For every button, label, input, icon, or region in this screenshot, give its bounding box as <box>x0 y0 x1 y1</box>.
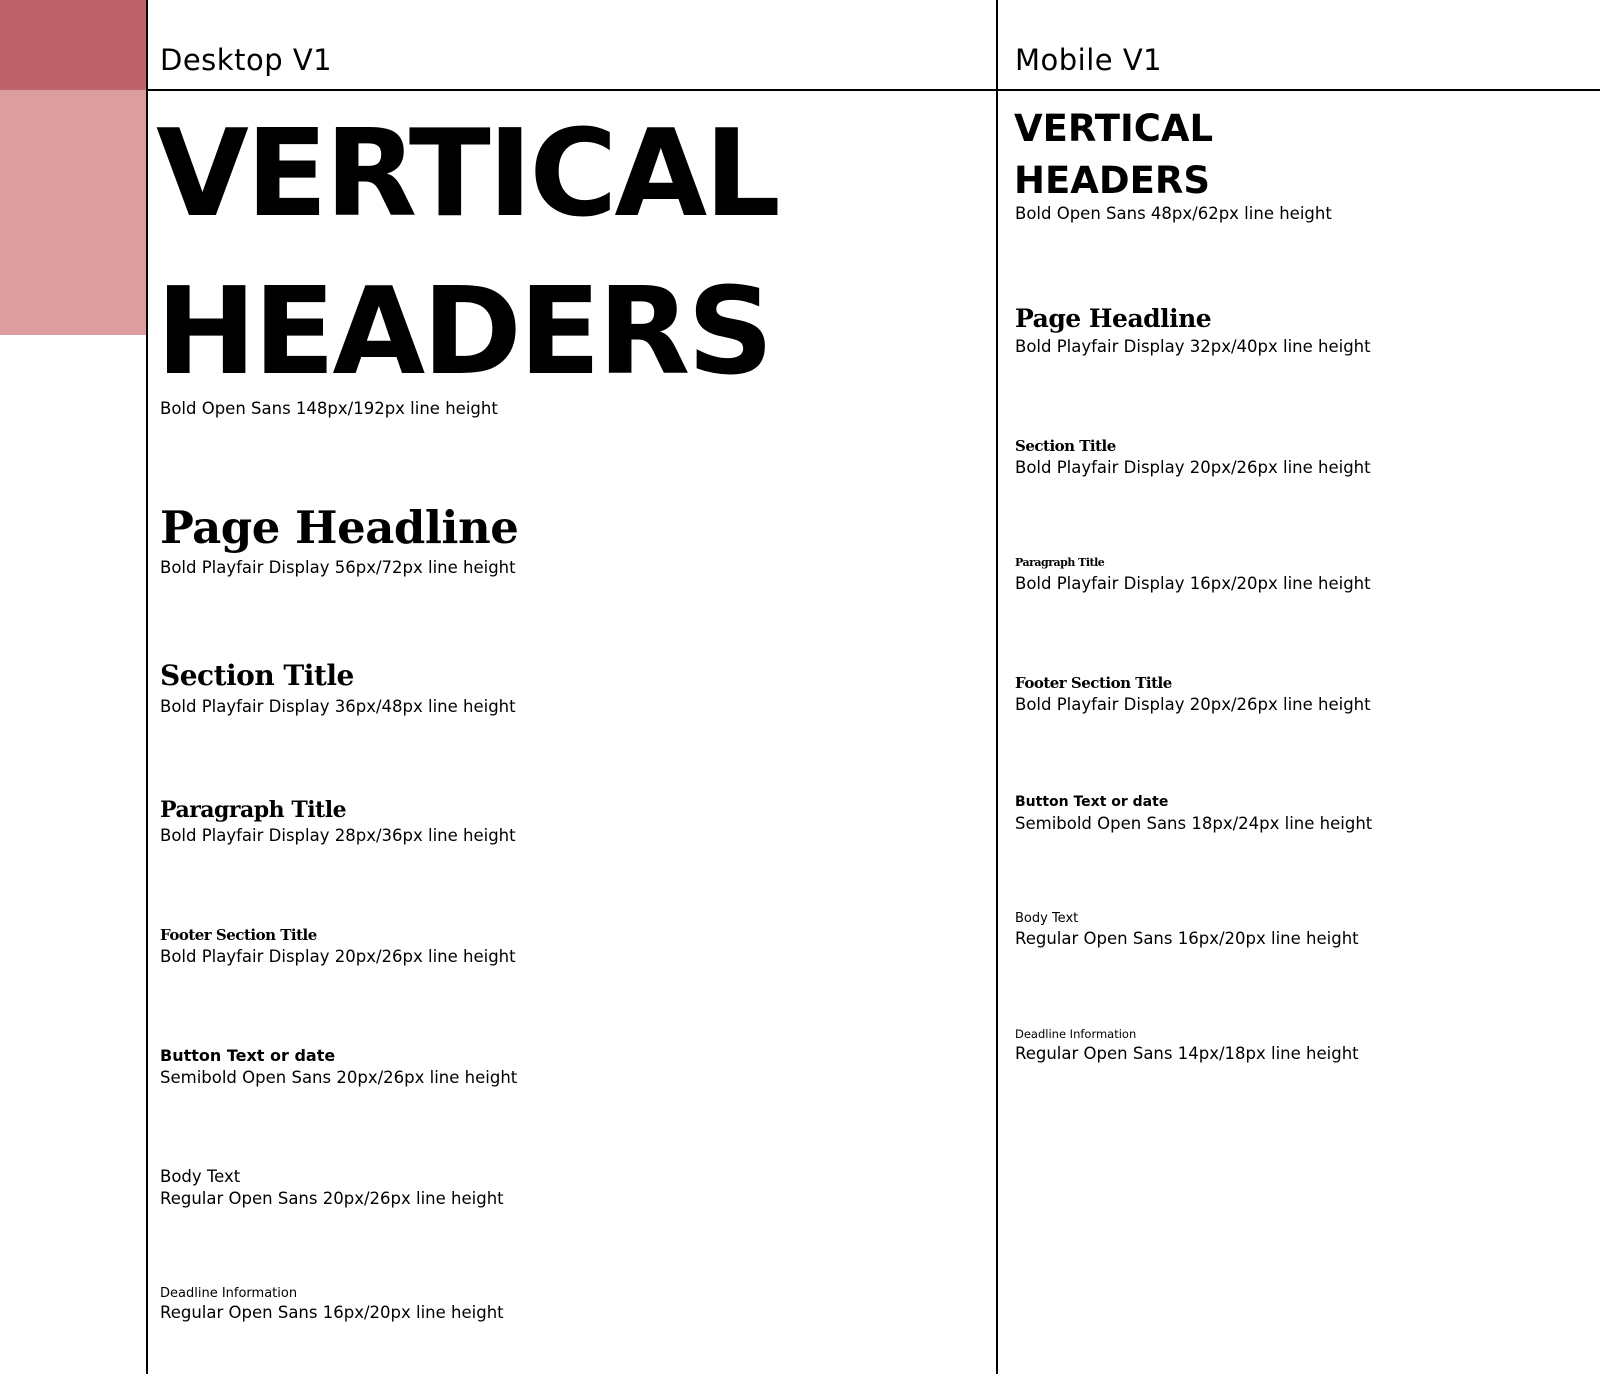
mobile-body-text-sample: Body Text <box>1015 911 1079 926</box>
desktop-footer-section-title-sample: Footer Section Title <box>160 926 317 944</box>
desktop-paragraph-title-spec: Bold Playfair Display 28px/36px line height <box>160 826 516 845</box>
mobile-paragraph-title-sample: Paragraph Title <box>1015 556 1105 569</box>
desktop-section-title-sample: Section Title <box>160 659 354 692</box>
desktop-button-text-sample: Button Text or date <box>160 1046 336 1065</box>
color-swatch-light <box>0 90 146 335</box>
desktop-footer-section-title-spec: Bold Playfair Display 20px/26px line height <box>160 947 516 966</box>
mobile-deadline-info-sample: Deadline Information <box>1015 1027 1137 1041</box>
mobile-button-text-spec: Semibold Open Sans 18px/24px line height <box>1015 814 1373 833</box>
mobile-paragraph-title-spec: Bold Playfair Display 16px/20px line height <box>1015 574 1371 593</box>
header-rule <box>146 89 1600 91</box>
desktop-page-headline-spec: Bold Playfair Display 56px/72px line height <box>160 558 516 577</box>
mobile-vertical-headers-line: HEADERS <box>1014 159 1211 202</box>
mobile-page-headline-spec: Bold Playfair Display 32px/40px line height <box>1015 337 1371 356</box>
mobile-vertical-headers-line: VERTICAL <box>1014 107 1214 150</box>
desktop-body-text-spec: Regular Open Sans 20px/26px line height <box>160 1189 504 1208</box>
mobile-deadline-info-spec: Regular Open Sans 14px/18px line height <box>1015 1044 1359 1063</box>
desktop-deadline-info-spec: Regular Open Sans 16px/20px line height <box>160 1303 504 1322</box>
mobile-page-headline-sample: Page Headline <box>1015 304 1212 333</box>
mobile-section-title-sample: Section Title <box>1015 437 1116 455</box>
desktop-deadline-info-sample: Deadline Information <box>160 1286 298 1301</box>
mobile-section-title-spec: Bold Playfair Display 20px/26px line height <box>1015 458 1371 477</box>
desktop-button-text-spec: Semibold Open Sans 20px/26px line height <box>160 1068 518 1087</box>
desktop-page-headline-sample: Page Headline <box>160 501 519 554</box>
color-swatch-primary <box>0 0 146 90</box>
mobile-button-text-sample: Button Text or date <box>1015 794 1169 810</box>
desktop-body-text-sample: Body Text <box>160 1167 241 1186</box>
desktop-vertical-headers-line: VERTICAL <box>156 105 778 244</box>
desktop-vertical-headers-spec: Bold Open Sans 148px/192px line height <box>160 399 498 418</box>
desktop-column-title: Desktop V1 <box>160 43 333 77</box>
mobile-body-text-spec: Regular Open Sans 16px/20px line height <box>1015 929 1359 948</box>
desktop-vertical-headers-sample <box>156 96 778 412</box>
mobile-footer-section-title-sample: Footer Section Title <box>1015 674 1172 692</box>
mobile-vertical-headers-spec: Bold Open Sans 48px/62px line height <box>1015 204 1332 223</box>
mobile-footer-section-title-spec: Bold Playfair Display 20px/26px line height <box>1015 695 1371 714</box>
desktop-vertical-headers-line: HEADERS <box>156 263 771 402</box>
mobile-column-title: Mobile V1 <box>1015 43 1163 77</box>
divider-left <box>146 0 148 1374</box>
desktop-section-title-spec: Bold Playfair Display 36px/48px line height <box>160 697 516 716</box>
desktop-paragraph-title-sample: Paragraph Title <box>160 797 347 823</box>
divider-center <box>996 0 998 1374</box>
mobile-vertical-headers-sample <box>1014 103 1213 207</box>
